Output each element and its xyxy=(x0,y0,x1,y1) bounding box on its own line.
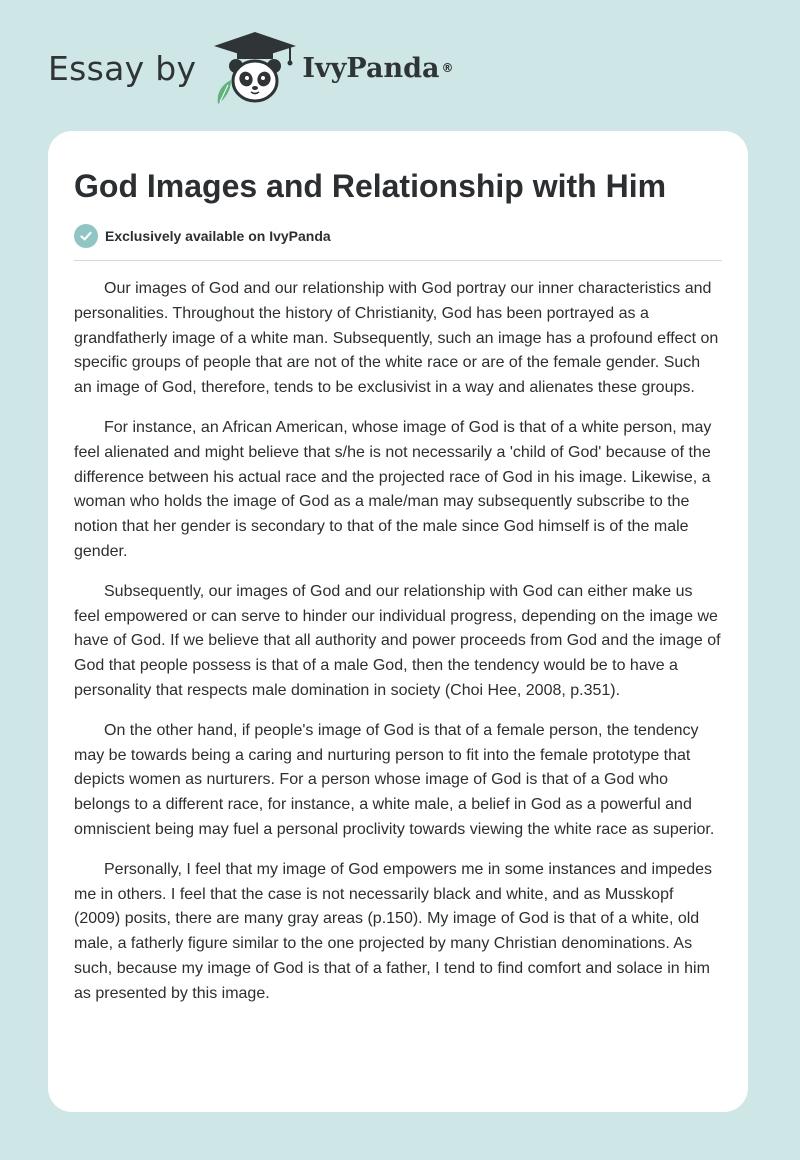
check-badge-icon xyxy=(74,224,98,248)
panda-graduate-logo-icon xyxy=(210,28,300,108)
brand-prefix: Essay by xyxy=(48,48,197,88)
registered-mark: ® xyxy=(441,61,454,75)
essay-paragraph: Subsequently, our images of God and our relationship with God can either make us feel empowered or can serve to hinder our individual progress, depending on the image we have of God. If we believe that all authority and power proceeds from God and the image of God that people possess is that of a male God, then the tendency would be to have a personality that respects male domination in society (Choi Hee, 2008, p.351). xyxy=(74,582,721,699)
page-title: God Images and Relationship with Him xyxy=(74,168,667,204)
essay-card xyxy=(48,131,748,1112)
brand-header[interactable] xyxy=(48,28,453,108)
divider xyxy=(74,260,722,261)
essay-paragraph: For instance, an African American, whose image of God is that of a white person, may feel alienated and might believe that s/he is not necessarily a 'child of God' because of the difference between his actual race and the projected race of God in his image. Likewise, a woman who holds the image of God as a male/man may subsequently subscribe to the notion that her gender is secondary to that of the male since God himself is of the male gender. xyxy=(74,418,712,560)
exclusive-badge xyxy=(74,223,722,249)
essay-paragraph: On the other hand, if people's image of God is that of a female person, the tendency may be towards being a caring and nurturing person to fit into the female prototype that depicts women as nurturers. For a person whose image of God is that of a God who belongs to a different race, for instance, a white male, a belief in God as a powerful and omniscient being may fuel a personal proclivity towards viewing the white race as superior. xyxy=(74,721,715,838)
essay-paragraph: Our images of God and our relationship with God portray our inner characteristics and personalities. Throughout the history of Christianity, God has been portrayed as a grandfatherly image of a white man. Subsequently, such an image has a profound effect on specific groups of people that are not of the white race or are of the female gender. Such an image of God, therefore, tends to be exclusivist in a way and alienates these groups. xyxy=(74,280,719,397)
exclusive-label: Exclusively available on IvyPanda xyxy=(105,228,331,244)
essay-paragraph: Personally, I feel that my image of God empowers me in some instances and impedes me in others. I feel that the case is not necessarily black and white, and as Musskopf (2009) posits, there are many gray areas (p.150). My image of God is that of a white, old male, a fatherly figure similar to the one projected by many Christian denominations. As such, because my image of God is that of a father, I tend to find comfort and solace in him as presented by this image. xyxy=(74,860,712,1002)
essay-body xyxy=(74,277,722,1007)
brand-name: IvyPanda xyxy=(302,52,440,84)
